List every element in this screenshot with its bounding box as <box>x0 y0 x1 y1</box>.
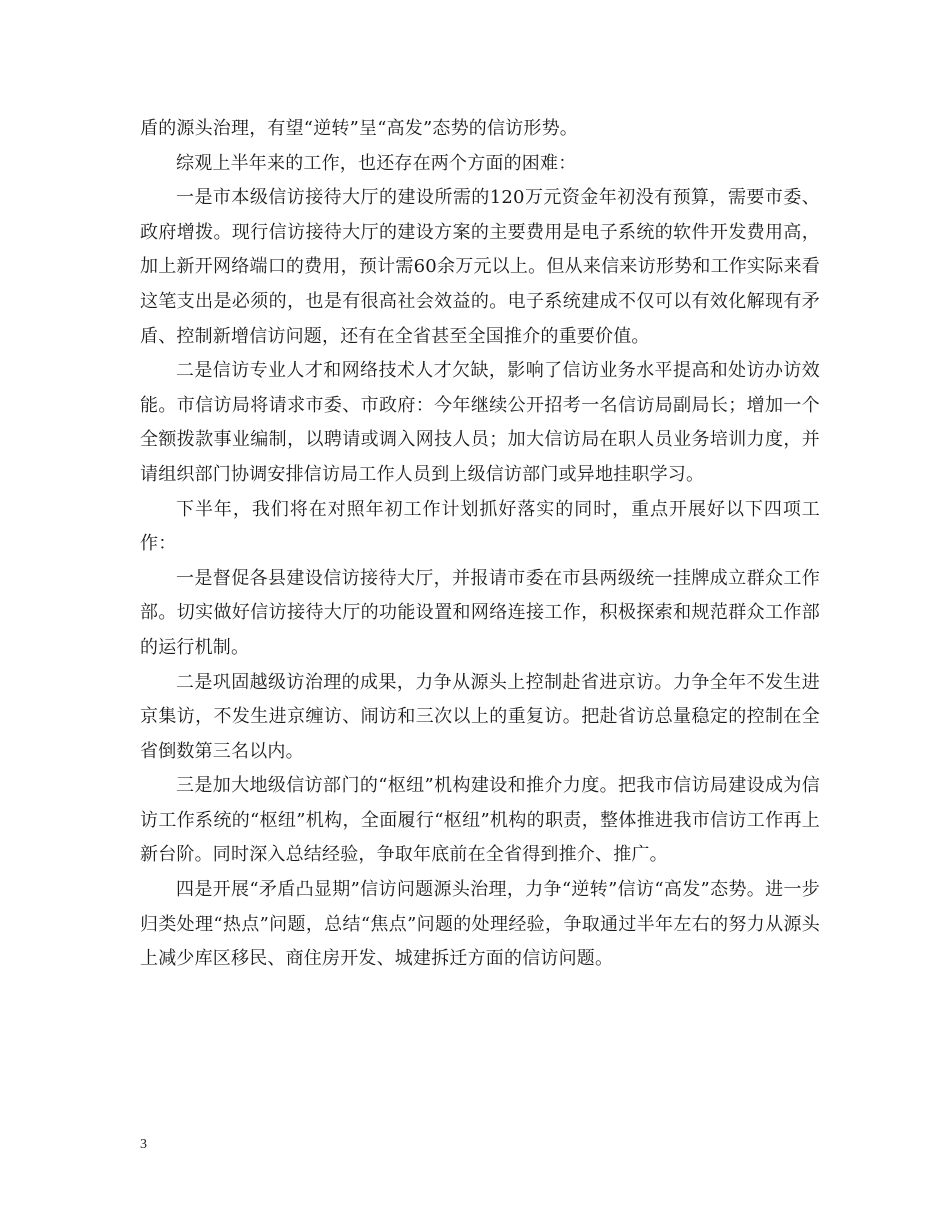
paragraph-task-four: 四是开展“矛盾凸显期”信访问题源头治理，力争“逆转”信访“高发”态势。进一步归类处理“热点”问题，总结“焦点”问题的处理经验，争取通过半年左右的努力从源头上减少库区移民、商住房开发、城建拆迁方面的信访问题。 <box>140 879 820 970</box>
paragraph-difficulty-talent: 二是信访专业人才和网络技术人才欠缺，影响了信访业务水平提高和处访办访效能。市信访局将请求市委、市政府：今年继续公开招考一名信访局副局长；增加一个全额拨款事业编制，以聘请或调入网技人员；加大信访局在职人员业务培训力度，并请组织部门协调安排信访局工作人员到上级信访部门或异地挂职学习。 <box>140 360 820 485</box>
document-body <box>140 112 820 977</box>
paragraph-task-two: 二是巩固越级访治理的成果，力争从源头上控制赴省进京访。力争全年不发生进京集访，不发生进京缠访、闹访和三次以上的重复访。把赴省访总量稳定的控制在全省倒数第三名以内。 <box>140 671 820 762</box>
paragraph-second-half-intro: 下半年，我们将在对照年初工作计划抓好落实的同时，重点开展好以下四项工作： <box>140 498 820 555</box>
paragraph-difficulty-funding: 一是市本级信访接待大厅的建设所需的120万元资金年初没有预算，需要市委、政府增拨。现行信访接待大厅的建设方案的主要费用是电子系统的软件开发费用高，加上新开网络端口的费用，预计需60余万元以上。但从来信来访形势和工作实际来看这笔支出是必须的，也是有很高社会效益的。电子系统建成不仅可以有效化解现有矛盾、控制新增信访问题，还有在全省甚至全国推介的重要价值。 <box>140 187 820 347</box>
paragraph-continued: 盾的源头治理，有望“逆转”呈“高发”态势的信访形势。 <box>140 118 579 139</box>
page-number: 3 <box>140 1137 147 1152</box>
paragraph-difficulties-intro: 综观上半年来的工作，也还存在两个方面的困难： <box>176 152 577 174</box>
paragraph-task-three: 三是加大地级信访部门的“枢纽”机构建设和推介力度。把我市信访局建设成为信访工作系统的“枢纽”机构，全面履行“枢纽”机构的职责，整体推进我市信访工作再上新台阶。同时深入总结经验，争取年底前在全省得到推介、推广。 <box>140 775 820 866</box>
paragraph-task-one: 一是督促各县建设信访接待大厅，并报请市委在市县两级统一挂牌成立群众工作部。切实做好信访接待大厅的功能设置和网络连接工作，积极探索和规范群众工作部的运行机制。 <box>140 567 820 658</box>
